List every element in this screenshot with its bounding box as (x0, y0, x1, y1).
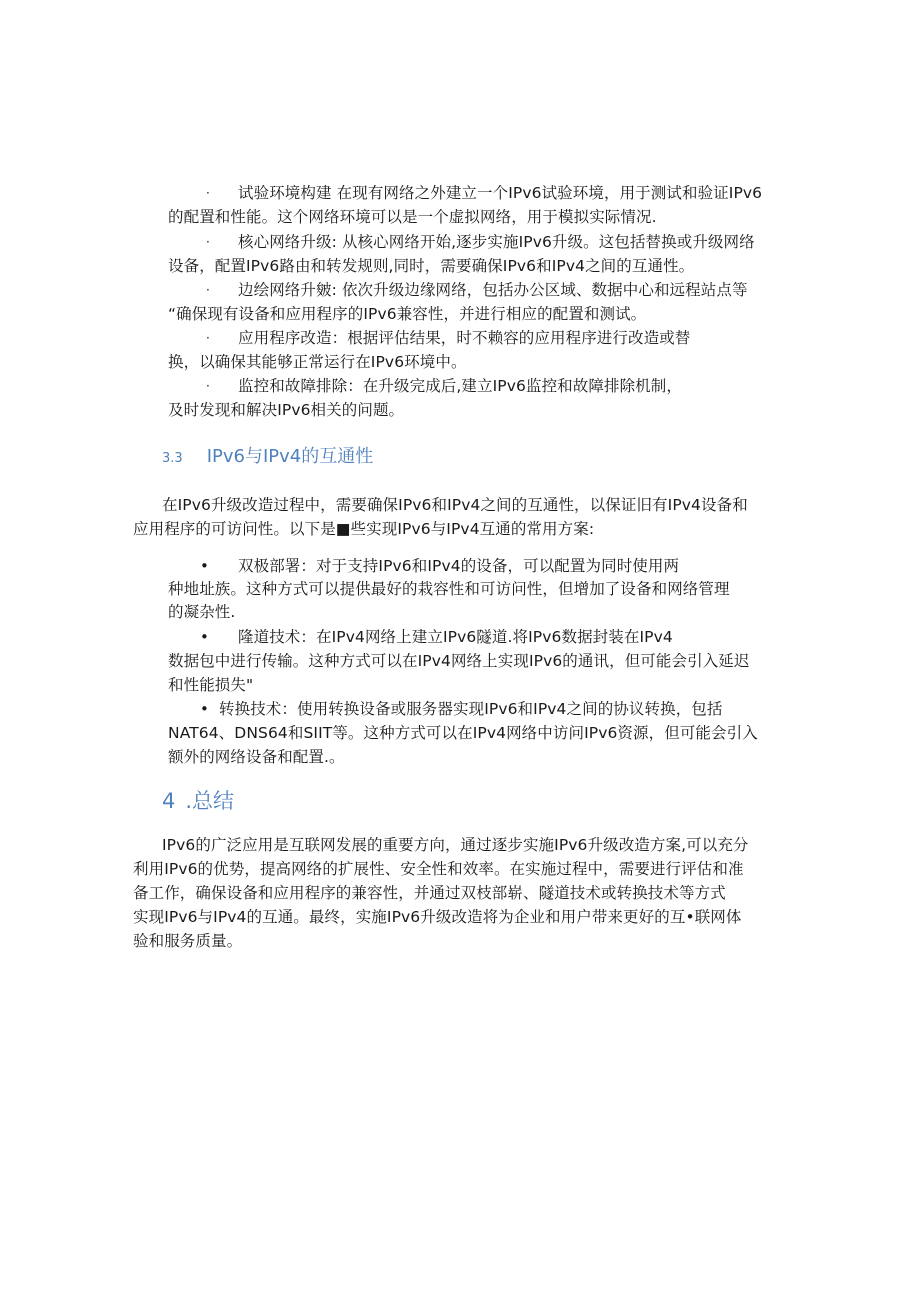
bullet-marker: · (206, 379, 210, 393)
section-heading-4 (162, 786, 234, 816)
list-item-line: 双极部署：对于支持IPv6和IPv4的设备，可以配置为同时使用两 (238, 557, 680, 575)
paragraph-line: 利用IPv6的优势，提高网络的扩展性、安全性和效率。在实施过程中，需要进行评估和准 (133, 860, 744, 878)
list-item-line: 及时发现和解决IPv6相关的问题。 (168, 401, 405, 419)
list-item-line: “确保现有设备和应用程序的IPv6兼容性，并进行相应的配置和测试。 (168, 305, 647, 323)
paragraph-line: 应用程序的可访问性。以下是■些实现IPv6与IPv4互通的常用方案: (133, 520, 595, 538)
bullet-marker: · (206, 283, 210, 297)
bullet-marker: • (200, 628, 209, 646)
section-number: 4 (162, 789, 176, 813)
list-item-line: NAT64、DNS64和SIIT等。这种方式可以在IPv4网络中访问IPv6资源，但可能会引入 (168, 724, 758, 742)
list-item-line: 的凝杂性. (168, 603, 236, 621)
bullet-marker: • (200, 700, 209, 718)
list-item-line: 的配置和性能。这个网络环境可以是一个虚拟网络，用于模拟实际情况. (168, 208, 657, 226)
section-title: IPv6与IPv4的互通性 (206, 446, 374, 467)
section-title: .总结 (185, 789, 235, 813)
list-item-line: 设备，配置IPv6路由和转发规则,同时，需要确保IPv6和IPv4之间的互通性。 (168, 257, 695, 275)
paragraph-line: 备工作，确保设备和应用程序的兼容性，并通过双枝部崭、隧道技术或转换技术等方式 (133, 884, 726, 902)
paragraph-line: 在IPv6升级改造过程中，需要确保IPv6和IPv4之间的互通性，以保证旧有IPv4设备和 (162, 496, 748, 514)
list-item-line: 数据包中进行传输。这种方式可以在IPv4网络上实现IPv6的通讯，但可能会引入延迟 (168, 652, 750, 670)
bullet-marker: • (200, 557, 209, 575)
list-item-line: 核心网络升级: 从核心网络开始,逐步实施IPv6升级。这包括替换或升级网络 (238, 233, 755, 251)
list-item-line: 监控和故障排除：在升级完成后,建立IPv6监控和故障排除机制， (238, 377, 682, 395)
list-item-line: 应用程序改造：根据评估结果，时不赖容的应用程序进行改造或替 (238, 329, 691, 347)
section-number: 3.3 (162, 451, 183, 466)
list-item-line: 额外的网络设备和配置.。 (168, 748, 345, 766)
list-item-line: 和性能损失" (168, 676, 254, 694)
paragraph-line: IPv6的广泛应用是互联网发展的重要方向，通过逐步实施IPv6升级改造方案,可以充分 (162, 836, 749, 854)
paragraph-line: 实现IPv6与IPv4的互通。最终，实施IPv6升级改造将为企业和用户带来更好的互•联网体 (133, 908, 742, 926)
list-item-line: 边绘网络升皴: 依次升级边缘网络，包括办公区域、数据中心和远程站点等 (238, 281, 748, 299)
paragraph-line: 验和服务质量。 (133, 932, 243, 950)
section-heading-3-3 (162, 444, 373, 470)
list-item-line: 试验环境构建 在现有网络之外建立一个IPv6试验环境，用于测试和验证IPv6 (238, 184, 763, 202)
bullet-marker: · (206, 331, 210, 345)
list-item-line: 种地址族。这种方式可以提供最好的栽容性和可访问性，但增加了设备和网络管理 (168, 580, 730, 598)
list-item-line: 换，以确保其能够正常运行在IPv6环境中。 (168, 353, 467, 371)
list-item-line: 隆道技术：在IPv4网络上建立IPv6隧道.将IPv6数据封装在IPv4 (238, 628, 673, 646)
bullet-marker: · (206, 186, 210, 200)
list-item-line: 转换技术：使用转换设备或服务器实现IPv6和IPv4之间的协议转换，包括 (219, 700, 723, 718)
bullet-marker: · (206, 235, 210, 249)
